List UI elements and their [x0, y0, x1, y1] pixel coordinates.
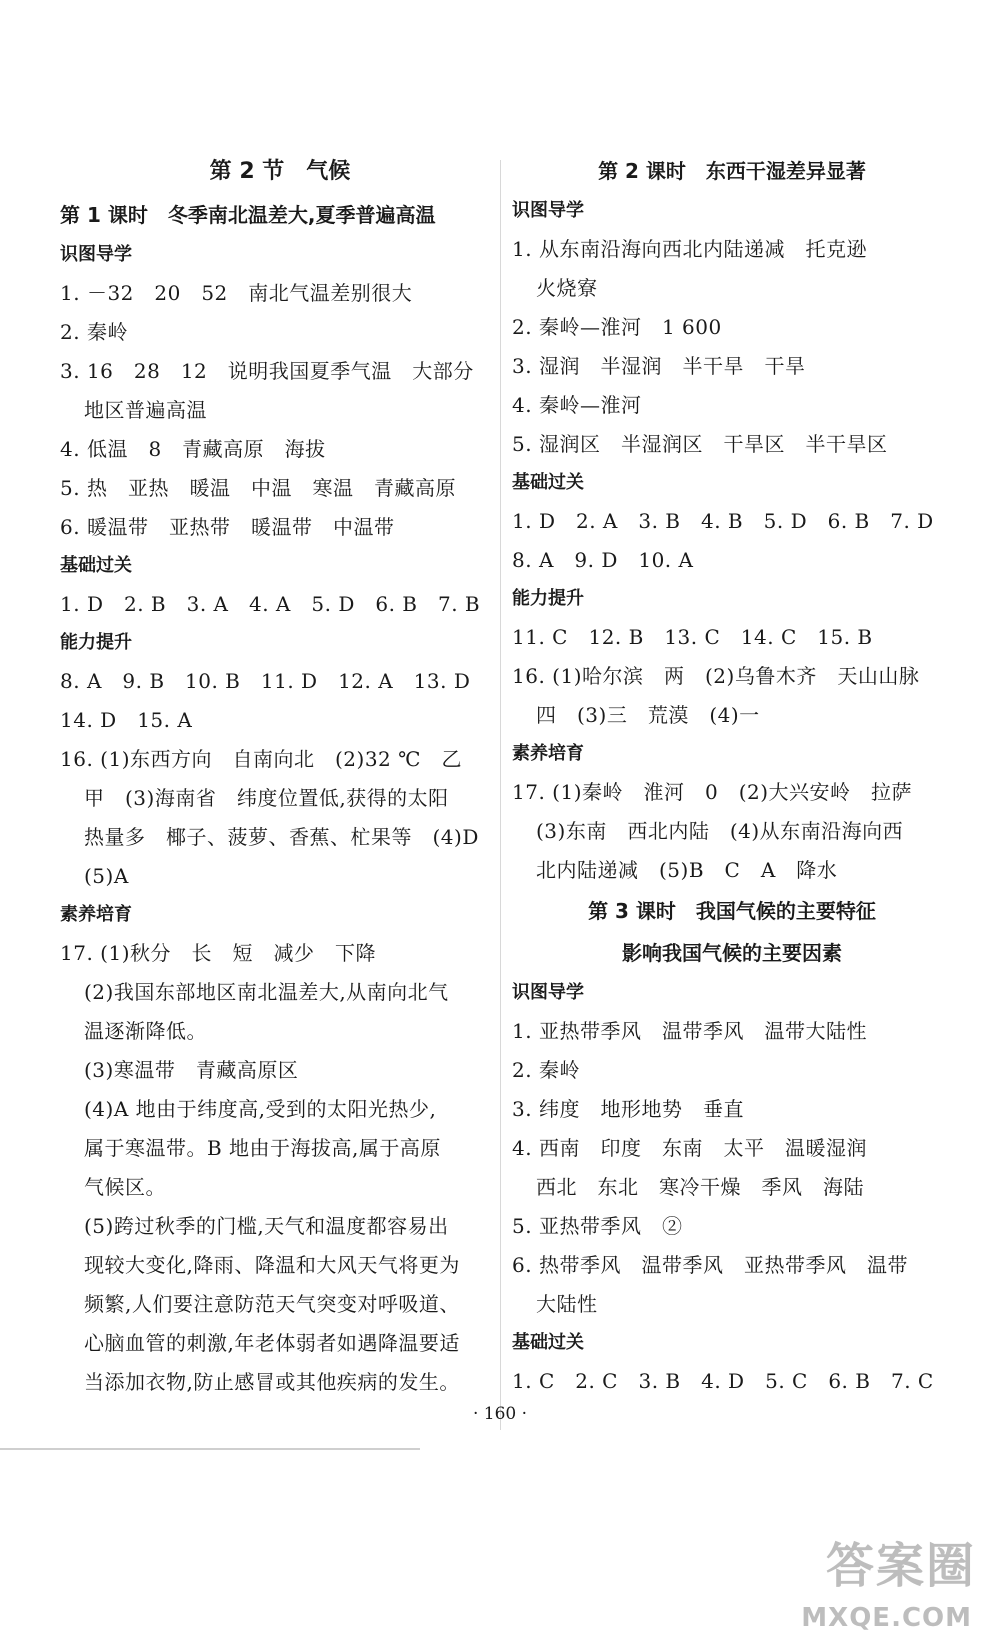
answer-line: 大陆性 [536, 1292, 598, 1316]
answer-line: 1. D 2. A 3. B 4. B 5. D 6. B 7. D [512, 509, 934, 533]
section-heading: 素养培育 [60, 904, 132, 925]
answer-line: 频繁,人们要注意防范天气突变对呼吸道、 [84, 1292, 460, 1316]
answer-line: 西北 东北 寒冷干燥 季风 海陆 [536, 1175, 864, 1199]
answer-line: (3)寒温带 青藏高原区 [84, 1058, 299, 1082]
answer-line: 北内陆递减 (5)B C A 降水 [536, 858, 838, 882]
scan-line [0, 1448, 420, 1450]
answer-line: 5. 热 亚热 暖温 中温 寒温 青藏高原 [60, 476, 456, 500]
answer-line: 17. (1)秦岭 淮河 0 (2)大兴安岭 拉萨 [512, 780, 913, 804]
answer-line: (5)跨过秋季的门槛,天气和温度都容易出 [84, 1214, 449, 1238]
watermark-url: MXQE.COM [801, 1603, 972, 1633]
answer-line: 2. 秦岭 [60, 320, 128, 344]
lesson-1-title: 第 1 课时 冬季南北温差大,夏季普遍高温 [60, 203, 436, 227]
answer-line: 8. A 9. D 10. A [512, 548, 694, 572]
section-heading: 基础过关 [512, 1332, 584, 1353]
answer-line: 2. 秦岭—淮河 1 600 [512, 315, 722, 339]
section-heading: 识图导学 [60, 244, 132, 265]
watermark-title: 答案圈 [825, 1538, 976, 1594]
answer-line: (3)东南 西北内陆 (4)从东南沿海向西 [536, 819, 904, 843]
answer-line: 现较大变化,降雨、降温和大风天气将更为 [84, 1253, 460, 1277]
answer-line: 4. 秦岭—淮河 [512, 393, 642, 417]
answer-line: 4. 西南 印度 东南 太平 温暖湿润 [512, 1136, 867, 1160]
answer-line: 4. 低温 8 青藏高原 海拔 [60, 437, 326, 461]
right-column [512, 150, 952, 1401]
answer-line: 热量多 椰子、菠萝、香蕉、杧果等 (4)D [84, 825, 479, 849]
answer-line: 1. 从东南沿海向西北内陆递减 托克逊 [512, 237, 867, 261]
answer-line: 1. D 2. B 3. A 4. A 5. D 6. B 7. B [60, 592, 481, 616]
section-heading: 识图导学 [512, 982, 584, 1003]
lesson-3-title: 第 3 课时 我国气候的主要特征 [588, 899, 876, 923]
left-column [60, 150, 500, 1402]
answer-line: 8. A 9. B 10. B 11. D 12. A 13. D [60, 669, 471, 693]
lesson-2-title: 第 2 课时 东西干湿差异显著 [598, 159, 866, 183]
answer-line: 1. －32 20 52 南北气温差别很大 [60, 281, 413, 305]
answer-line: 气候区。 [84, 1175, 166, 1199]
answer-line: 3. 16 28 12 说明我国夏季气温 大部分 [60, 359, 474, 383]
answer-line: 心脑血管的刺激,年老体弱者如遇降温要适 [84, 1331, 460, 1355]
answer-line: 属于寒温带。B 地由于海拔高,属于高原 [84, 1136, 441, 1160]
answer-line: 1. 亚热带季风 温带季风 温带大陆性 [512, 1019, 867, 1043]
answer-line: 地区普遍高温 [84, 398, 207, 422]
section-title: 第 2 节 气候 [209, 159, 351, 184]
lesson-3-subtitle: 影响我国气候的主要因素 [622, 941, 842, 965]
answer-line: (2)我国东部地区南北温差大,从南向北气 [84, 980, 449, 1004]
answer-line: 甲 (3)海南省 纬度位置低,获得的太阳 [84, 786, 449, 810]
answer-line: 四 (3)三 荒漠 (4)一 [536, 703, 760, 727]
answer-line: 2. 秦岭 [512, 1058, 580, 1082]
section-heading: 素养培育 [512, 743, 584, 764]
section-heading: 能力提升 [60, 632, 132, 653]
answer-line: (5)A [84, 864, 129, 888]
section-heading: 基础过关 [60, 555, 132, 576]
answer-line: 16. (1)哈尔滨 两 (2)乌鲁木齐 天山山脉 [512, 664, 920, 688]
answer-line: 5. 亚热带季风 ② [512, 1214, 683, 1238]
answer-line: 当添加衣物,防止感冒或其他疾病的发生。 [84, 1370, 460, 1394]
section-heading: 能力提升 [512, 588, 584, 609]
answer-line: 3. 湿润 半湿润 半干旱 干旱 [512, 354, 806, 378]
answer-line: 6. 暖温带 亚热带 暖温带 中温带 [60, 515, 395, 539]
answer-line: 火烧寮 [536, 276, 598, 300]
answer-line: 1. C 2. C 3. B 4. D 5. C 6. B 7. C [512, 1369, 934, 1393]
answer-line: 17. (1)秋分 长 短 减少 下降 [60, 941, 376, 965]
answer-line: 6. 热带季风 温带季风 亚热带季风 温带 [512, 1253, 908, 1277]
answer-line: 14. D 15. A [60, 708, 193, 732]
answer-line: 5. 湿润区 半湿润区 干旱区 半干旱区 [512, 432, 888, 456]
watermark-logo [786, 1527, 976, 1637]
answer-line: 11. C 12. B 13. C 14. C 15. B [512, 625, 873, 649]
section-heading: 基础过关 [512, 472, 584, 493]
answer-line: 温逐渐降低。 [84, 1019, 207, 1043]
answer-line: (4)A 地由于纬度高,受到的太阳光热少, [84, 1097, 437, 1121]
column-divider [500, 160, 501, 1430]
section-heading: 识图导学 [512, 200, 584, 221]
page-number: · 160 · [472, 1404, 528, 1424]
answer-line: 16. (1)东西方向 自南向北 (2)32 ℃ 乙 [60, 747, 463, 771]
answer-line: 3. 纬度 地形地势 垂直 [512, 1097, 744, 1121]
